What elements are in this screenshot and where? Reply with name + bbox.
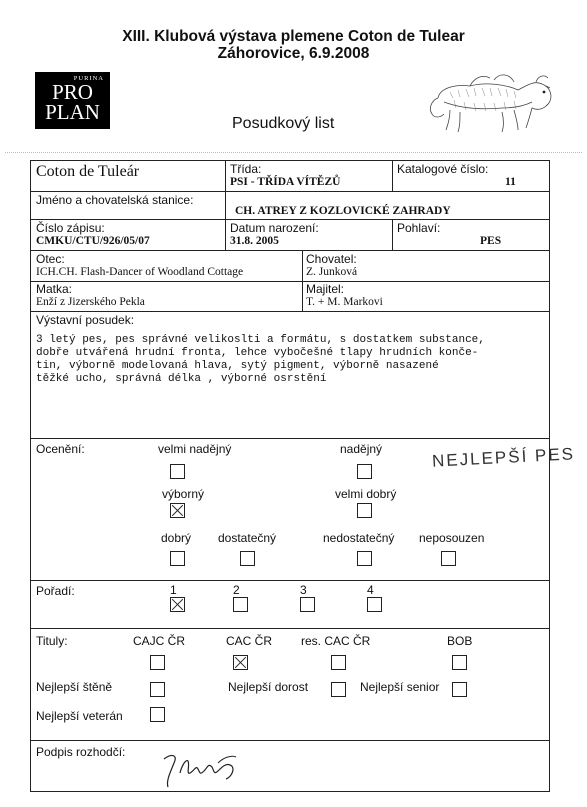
grade-checkbox[interactable] bbox=[170, 551, 185, 566]
critique-line: tin, výborně modelovaná hlava, sytý pigment, výborně nasazené bbox=[36, 360, 439, 372]
rule bbox=[30, 628, 550, 629]
grade-checkbox[interactable] bbox=[170, 503, 185, 518]
title-option-label: CAJC ČR bbox=[133, 634, 186, 648]
placement-number: 4 bbox=[367, 583, 374, 597]
birth-date-value: 31.8. 2005 bbox=[230, 235, 279, 247]
best-senior-label: Nejlepší senior bbox=[360, 680, 440, 694]
title-checkbox[interactable] bbox=[331, 655, 346, 670]
placement-checkbox[interactable] bbox=[367, 597, 382, 612]
breeder-label: Chovatel: bbox=[306, 252, 357, 266]
grade-label: dobrý bbox=[161, 531, 192, 545]
sex-value: PES bbox=[480, 235, 502, 247]
rule bbox=[302, 250, 303, 311]
header-separator bbox=[5, 152, 582, 153]
rule bbox=[30, 740, 550, 741]
dog-name-value: CH. ATREY Z KOZLOVICKÉ ZAHRADY bbox=[235, 205, 451, 217]
class-label: Třída: bbox=[230, 162, 262, 176]
critique-label: Výstavní posudek: bbox=[36, 313, 135, 327]
rule bbox=[30, 281, 550, 282]
placement-checkbox[interactable] bbox=[170, 597, 185, 612]
placement-number: 3 bbox=[300, 583, 307, 597]
rule bbox=[30, 219, 550, 220]
grade-checkbox[interactable] bbox=[357, 464, 372, 479]
dam-value: Enží z Jizerského Pekla bbox=[36, 296, 145, 308]
owner-label: Majitel: bbox=[306, 282, 345, 296]
rule bbox=[392, 219, 393, 250]
rule bbox=[30, 191, 550, 192]
grade-label: nadějný bbox=[340, 442, 383, 456]
registration-label: Číslo zápisu: bbox=[36, 221, 105, 235]
placement-number: 1 bbox=[170, 583, 177, 597]
critique-line: 3 letý pes, pes správné velikoslti a formátu, s dostatkem substance, bbox=[36, 334, 485, 346]
grade-label: nedostatečný bbox=[323, 531, 395, 545]
dog-illustration-icon bbox=[410, 58, 560, 136]
grade-checkbox[interactable] bbox=[441, 551, 456, 566]
evaluation-form bbox=[30, 160, 550, 792]
birth-date-label: Datum narození: bbox=[230, 221, 319, 235]
signature-label: Podpis rozhodčí: bbox=[36, 745, 126, 759]
title-checkbox[interactable] bbox=[452, 655, 467, 670]
best-veteran-checkbox[interactable] bbox=[150, 707, 165, 722]
logo-line1: PRO bbox=[52, 80, 93, 104]
placement-checkbox[interactable] bbox=[300, 597, 315, 612]
class-value: PSI - TŘÍDA VÍTĚZŮ bbox=[230, 176, 341, 188]
critique-line: dobře utvářená hrudní fronta, lehce vybočešné tlapy hrudních konče- bbox=[36, 347, 479, 359]
document-title: Posudkový list bbox=[232, 115, 335, 132]
titles-label: Tituly: bbox=[36, 634, 68, 648]
logo-brand: PURINA bbox=[73, 75, 104, 82]
owner-value: T. + M. Markovi bbox=[306, 296, 383, 308]
best-senior-checkbox[interactable] bbox=[452, 682, 467, 697]
grade-label: dostatečný bbox=[218, 531, 277, 545]
best-veteran-label: Nejlepší veterán bbox=[36, 709, 123, 723]
grade-label: neposouzen bbox=[419, 531, 485, 545]
title-option-label: BOB bbox=[447, 634, 473, 648]
critique-line: těžké ucho, správná délka , výborné osrstění bbox=[36, 373, 327, 385]
registration-value: CMKU/CTU/926/05/07 bbox=[36, 235, 150, 247]
title-option-label: CAC ČR bbox=[226, 634, 273, 648]
best-puppy-label: Nejlepší štěně bbox=[36, 680, 113, 694]
best-puppy-checkbox[interactable] bbox=[150, 682, 165, 697]
grading-label: Ocenění: bbox=[36, 442, 85, 456]
rule bbox=[30, 580, 550, 581]
grade-checkbox[interactable] bbox=[357, 551, 372, 566]
placement-checkbox[interactable] bbox=[233, 597, 248, 612]
rule bbox=[30, 311, 550, 312]
grade-checkbox[interactable] bbox=[170, 464, 185, 479]
breeder-value: Z. Junková bbox=[306, 266, 358, 278]
title-checkbox[interactable] bbox=[150, 655, 165, 670]
pro-plan-logo bbox=[35, 72, 110, 129]
rule bbox=[392, 160, 393, 191]
placement-number: 2 bbox=[233, 583, 240, 597]
logo-line2: PLAN bbox=[45, 100, 100, 124]
catalog-value: 11 bbox=[505, 176, 516, 188]
best-junior-checkbox[interactable] bbox=[331, 682, 346, 697]
title-option-label: res. CAC ČR bbox=[301, 634, 371, 648]
rule bbox=[30, 438, 550, 439]
breed-value: Coton de Tuleár bbox=[36, 163, 140, 180]
judge-signature-icon bbox=[156, 745, 246, 790]
handwritten-note: NEJLEPŠÍ PES bbox=[431, 444, 576, 471]
rule bbox=[30, 250, 550, 251]
dam-label: Matka: bbox=[36, 282, 73, 296]
catalog-label: Katalogové číslo: bbox=[397, 162, 489, 176]
best-junior-label: Nejlepší dorost bbox=[228, 680, 309, 694]
grade-checkbox[interactable] bbox=[240, 551, 255, 566]
sire-label: Otec: bbox=[36, 252, 65, 266]
title-checkbox[interactable] bbox=[233, 655, 248, 670]
placement-label: Pořadí: bbox=[36, 584, 75, 598]
sire-value: ICH.CH. Flash-Dancer of Woodland Cottage bbox=[36, 266, 244, 278]
grade-label: výborný bbox=[162, 487, 205, 501]
grade-label: velmi dobrý bbox=[335, 487, 397, 501]
show-title: XIII. Klubová výstava plemene Coton de Tulear bbox=[122, 28, 465, 45]
sex-label: Pohlaví: bbox=[397, 221, 441, 235]
grade-checkbox[interactable] bbox=[357, 503, 372, 518]
name-label: Jméno a chovatelská stanice: bbox=[36, 193, 194, 207]
grade-label: velmi nadějný bbox=[158, 442, 232, 456]
show-subtitle: Záhorovice, 6.9.2008 bbox=[217, 45, 370, 62]
rule bbox=[225, 160, 226, 251]
